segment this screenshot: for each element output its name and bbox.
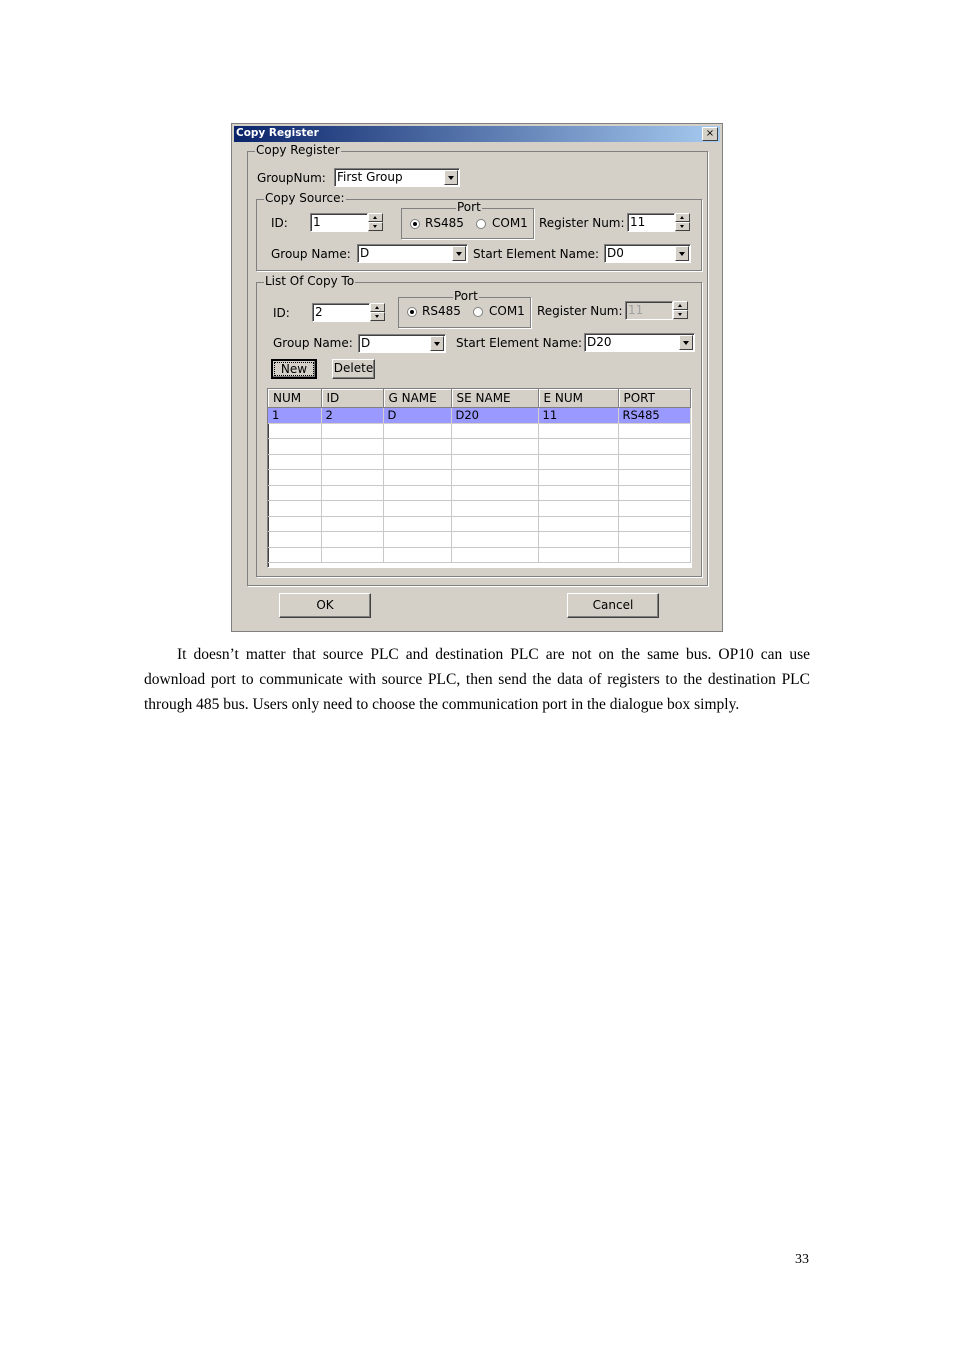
source-group-name-value: D — [360, 246, 370, 260]
column-header-id[interactable]: ID — [321, 389, 383, 408]
copy-list-table — [267, 388, 692, 568]
dest-regnum-stepper — [673, 301, 688, 320]
dest-com1-radio[interactable] — [473, 307, 483, 317]
page-number: 33 — [795, 1252, 809, 1267]
groupnum-label: GroupNum: — [257, 171, 326, 185]
chevron-down-icon[interactable] — [675, 246, 689, 261]
source-start-elem-select[interactable] — [604, 244, 691, 263]
cell-port: RS485 — [618, 408, 690, 424]
source-regnum-label: Register Num: — [539, 216, 625, 230]
column-header-e-num[interactable]: E NUM — [538, 389, 618, 408]
cell-g-name: D — [383, 408, 451, 424]
dialog-title: Copy Register — [236, 127, 319, 139]
cell-num: 1 — [268, 408, 321, 424]
new-button[interactable]: New — [271, 359, 317, 379]
column-header-num[interactable]: NUM — [268, 389, 321, 408]
source-start-elem-label: Start Element Name: — [473, 247, 600, 261]
dest-group-name-select[interactable] — [358, 334, 446, 353]
title-bar — [234, 126, 720, 142]
empty-table-row — [268, 485, 690, 501]
source-regnum-input[interactable]: 11 — [627, 213, 675, 232]
column-header-port[interactable]: PORT — [618, 389, 690, 408]
groupnum-value: First Group — [337, 170, 403, 184]
empty-table-row — [268, 532, 690, 548]
cell-se-name: D20 — [451, 408, 538, 424]
source-regnum-stepper[interactable] — [675, 213, 690, 232]
source-id-label: ID: — [271, 216, 288, 230]
dest-rs485-radio[interactable] — [407, 307, 417, 317]
empty-table-row — [268, 439, 690, 455]
dest-start-elem-value: D20 — [587, 335, 612, 349]
chevron-down-icon[interactable] — [679, 335, 693, 350]
chevron-down-icon[interactable] — [444, 170, 458, 185]
column-header-se-name[interactable]: SE NAME — [451, 389, 538, 408]
source-id-stepper[interactable] — [368, 213, 383, 232]
dest-group-name-value: D — [361, 336, 371, 350]
dest-start-elem-label: Start Element Name: — [456, 336, 583, 350]
dest-id-label: ID: — [273, 306, 290, 320]
empty-table-row — [268, 516, 690, 532]
copy-register-group-title: Copy Register — [256, 143, 340, 157]
dest-port-title: Port — [454, 289, 478, 303]
empty-table-row — [268, 423, 690, 439]
dest-rs485-label: RS485 — [422, 304, 461, 318]
empty-table-row — [268, 501, 690, 517]
chevron-down-icon[interactable] — [452, 246, 466, 261]
table-header-row — [268, 389, 690, 408]
source-com1-radio[interactable] — [476, 219, 486, 229]
copy-register-dialog — [231, 123, 723, 632]
delete-button[interactable]: Delete — [332, 359, 375, 379]
chevron-down-icon[interactable] — [430, 336, 444, 351]
dest-regnum-input: 11 — [625, 301, 673, 320]
ok-button[interactable]: OK — [279, 593, 371, 618]
source-rs485-label: RS485 — [425, 216, 464, 230]
copy-source-title: Copy Source: — [265, 191, 345, 205]
source-group-name-select[interactable] — [357, 244, 468, 263]
source-com1-label: COM1 — [492, 216, 528, 230]
dest-group-name-label: Group Name: — [273, 336, 353, 350]
source-port-title: Port — [457, 200, 481, 214]
copy-to-title: List Of Copy To — [265, 274, 355, 288]
column-header-g-name[interactable]: G NAME — [383, 389, 451, 408]
close-icon[interactable]: × — [702, 127, 718, 141]
table-row[interactable] — [268, 408, 690, 424]
source-group-name-label: Group Name: — [271, 247, 351, 261]
dest-id-stepper[interactable] — [370, 303, 385, 322]
empty-table-row — [268, 547, 690, 563]
cell-id: 2 — [321, 408, 383, 424]
empty-table-row — [268, 470, 690, 486]
source-id-input[interactable]: 1 — [310, 213, 368, 232]
empty-table-row — [268, 454, 690, 470]
cell-e-num: 11 — [538, 408, 618, 424]
dest-com1-label: COM1 — [489, 304, 525, 318]
dest-start-elem-select[interactable] — [584, 333, 695, 352]
groupnum-select[interactable] — [334, 168, 460, 187]
source-start-elem-value: D0 — [607, 246, 624, 260]
dest-id-input[interactable]: 2 — [312, 303, 370, 322]
body-paragraph: It doesn’t matter that source PLC and destination PLC are not on the same bus. OP10 can use download port to communicate with source PLC, then send the data of registers to the destination PLC through 485 bus. Users only need to choose the communication port in the dialogue box simply. — [144, 646, 810, 713]
source-rs485-radio[interactable] — [410, 219, 420, 229]
cancel-button[interactable]: Cancel — [567, 593, 659, 618]
dest-regnum-label: Register Num: — [537, 304, 623, 318]
